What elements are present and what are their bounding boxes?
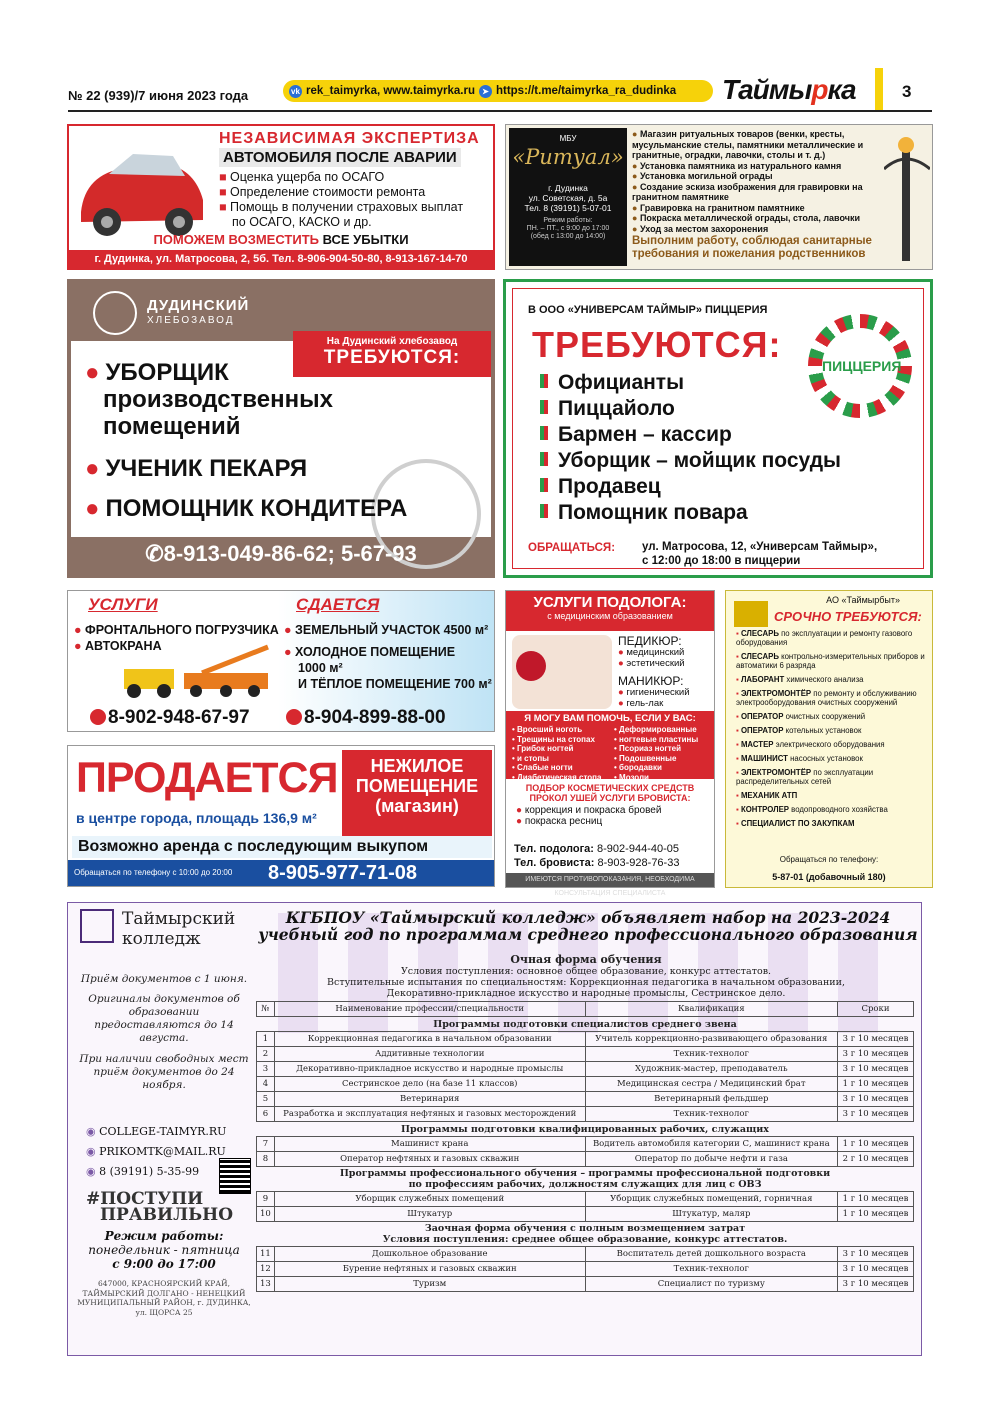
programs-table [256,1001,914,1292]
bakery-phone: ✆8-913-049-86-62; 5-67-93 [145,541,417,566]
list-item: ● Покраска металлической ограды, стола, лавочки [632,213,882,224]
job-item: Продавец [540,474,661,500]
bakery-brand: ДУДИНСКИЙ [147,297,250,314]
ad-taimyrbyt [725,590,933,888]
taimyrbyt-phone: 5-87-01 (добавочный 180) [772,872,886,882]
hashtag: #ПОСТУПИ ПРАВИЛЬНО [86,1189,234,1225]
expertise-help: ПОМОЖЕМ ВОЗМЕСТИТЬ ВСЕ УБЫТКИ [153,232,409,247]
group-row: Программы подготовки специалистов среднего звена [433,1018,737,1030]
pedicure-group: ПЕДИКЮР: ● медицинский ● эстетический [618,635,685,669]
list-item: ● Уход за местом захоронения [632,224,882,235]
rent-item: ● ХОЛОДНОЕ ПОМЕЩЕНИЕ [284,645,456,659]
sale-contact-bar: Обращаться по телефону с 10:00 до 20:00 8-905-977-71-08 [68,860,494,886]
table-row: 4 Сестринское дело (на базе 11 классов) Медицинская сестра / Медицинский брат 1 г 10 месяцев [257,1077,914,1092]
vacancy-item: ▪ СЛЕСАРЬ контрольно-измерительных приборов и автоматики 6 разряда [736,652,930,670]
rose-image [516,651,546,681]
college-logo-icon [80,909,114,943]
urgent-heading: СРОЧНО ТРЕБУЮТСЯ: [774,609,922,624]
sale-location: в центре города, площадь 136,9 м² [76,810,317,826]
ad-pizzeria [503,279,933,578]
admission-end: При наличии свободных мест приём документов до 24 ноября. [79,1053,249,1091]
table-row: 1 Коррекционная педагогика в начальном образовании Учитель коррекционно-развивающего образования 3 г 10 месяцев [257,1032,914,1047]
sale-phone: 8-905-977-71-08 [268,862,417,884]
ritual-services [632,129,882,234]
pizza-contact: ул. Матросова, 12, «Универсам Таймыр», с 12:00 до 18:00 в пиццерии [642,541,878,567]
job-item: Бармен – кассир [540,422,732,448]
list-item: ● Магазин ритуальных товаров (венки, кресты, мусульманские стелы, памятники металлические и гранитные, оградки, лавочки, столы и т. д.) [632,129,882,161]
job-item: Пиццайоло [540,396,675,422]
vacancy-item: ▪ ЭЛЕКТРОМОНТЁР по ремонту и обслуживанию электрооборудования очистных сооружений [736,689,930,707]
podolog-problems: Я МОГУ ВАМ ПОМОЧЬ, ЕСЛИ У ВАС: • Вросший ноготь • Трещины на стопах • Грибок ногтей • и стопы • Слабые ногти • Диабетическая стопа • Деформированные • ногтевые пластины • Псориаз ногтей • Подошвенные • бородавки • Мозоли [506,711,714,779]
rent-heading: СДАЕТСЯ [296,595,380,614]
expertise-list [219,170,463,230]
rent-item: ● ЗЕМЕЛЬНЫЙ УЧАСТОК 4500 м² [284,623,489,637]
loader-crane-image [122,643,272,699]
sale-title: ПРОДАЕТСЯ [76,754,338,802]
contraindication-warning: ИМЕЮТСЯ ПРОТИВОПОКАЗАНИЯ, НЕОБХОДИМА КОНСУЛЬТАЦИЯ СПЕЦИАЛИСТА [506,873,714,887]
vacancy-item: ▪ ОПЕРАТОР котельных установок [736,726,930,735]
vacancy-item: ▪ МЕХАНИК АТП [736,791,930,800]
phone-icon [90,709,106,725]
service-item: ● ФРОНТАЛЬНОГО ПОГРУЗЧИКА [74,623,279,637]
group-row: Программы профессионального обучения – программы профессиональной подготовки по профессиям рабочих, должностям служащих для лиц с ОВЗ [339,1168,831,1190]
telegram-icon: ➤ [479,85,492,98]
college-title: КГБПОУ «Таймырский колледж» объявляет набор на 2023-2024 учебный год по программам среднего профессионального образования [258,908,918,944]
sale-type-box: НЕЖИЛОЕ ПОМЕЩЕНИЕ (магазин) [342,750,492,836]
list-item: ● Установка памятника из натурального камня [632,161,882,172]
bakery-brand-sub: ХЛЕБОЗАВОД [147,315,235,326]
vk-icon: vk [289,85,302,98]
job-item: ● УБОРЩИК [85,359,229,386]
list-item: ● Гравировка на гранитном памятнике [632,203,882,214]
services-phone: 8-902-948-67-97 [90,707,250,729]
service-item: ● АВТОКРАНА [74,639,162,653]
job-item: ● УЧЕНИК ПЕКАРЯ [85,455,308,482]
college-site[interactable]: ◉ COLLEGE-TAIMYR.RU [86,1125,226,1138]
vacancy-item: ▪ ЛАБОРАНТ химического анализа [736,675,930,684]
manicure-group: МАНИКЮР: ● гигиенический ● гель-лак [618,675,690,709]
vacancy-item: ▪ ОПЕРАТОР очистных сооружений [736,712,930,721]
qr-code-icon [220,1159,250,1193]
bakery-required-box: На Дудинский хлебозавод ТРЕБУЮТСЯ: [293,331,491,377]
ad-bakery [67,279,495,578]
programs-section: Очная форма обучения Условия поступления: основное общее образование, конкурс аттестатов. Вступительные испытания по специальностям: Коррекционная педагогика в начальном образовании, Декоративно-прикладное искусство и народные промыслы, Сестринское дело. № Наименование профессии/специальности Квалификация Сроки Программы подготовки специалистов среднего звена 1 Коррекционная педагогика в начальном образовании Учитель коррекционно-развивающего образования 3 г 10 месяцев 2 Аддитивные технологии Техник-технолог 3 г 10 месяцев 3 Декоративно-прикладное искусство и народные промыслы Художник-мастер, преподаватель 3 г 10 месяцев 4 Сестринское дело (на базе 11 классов) Медицинская сестра / Медицинский брат 1 г 10 месяцев 5 Ветеринария Ветеринарный фельдшер 3 г 10 месяцев 6 Разработка и эксплуатация нефтяных и газовых месторождений Техник-технолог 3 г 10 месяцев Программы подготовки квалифицированных рабочих, служащих 7 Машинист крана Водитель автомобиля категории С, машинист крана 1 г 10 месяцев 8 Оператор нефтяных и газовых скважин Оператор по добыче нефти и газа 2 г 10 месяцев Программы профессионального обучения – программы профессиональной подготовки по профессиям рабочих, должностям служащих для лиц с ОВЗ 9 Уборщик служебных помещений Уборщик служебных помещений, горничная 1 г 10 месяцев 10 Штукатур Штукатур, маляр 1 г 10 месяцев Заочная форма обучения с полным возмещением затрат Условия поступления: среднее общее образование, конкурс аттестатов. 11 Дошкольное образование Воспитатель детей дошкольного возраста 3 г 10 месяцев 12 Бурение нефтяных и газовых скважин Техник-технолог 3 г 10 месяцев 13 Туризм Специалист по туризму 3 г 10 месяцев [256,953,916,1292]
table-row: 2 Аддитивные технологии Техник-технолог 3 г 10 месяцев [257,1047,914,1062]
job-item: ● ПОМОЩНИК КОНДИТЕРА [85,495,408,522]
ad-college [67,902,922,1356]
table-header-row: № Наименование профессии/специальности Квалификация Сроки [257,1002,914,1017]
table-row: 5 Ветеринария Ветеринарный фельдшер 3 г 10 месяцев [257,1092,914,1107]
pizza-title: ТРЕБУЮТСЯ: [532,324,782,365]
admission-start: Приём документов с 1 июня. [80,973,248,985]
ritual-cta: Выполним работу, соблюдая санитарные требования и пожелания родственников [632,235,872,260]
list-item: ■ Определение стоимости ремонта [219,185,463,200]
vacancy-item: ▪ СПЕЦИАЛИСТ ПО ЗАКУПКАМ [736,819,930,828]
pizzeria-logo-icon: ПИЦЦЕРИЯ [808,314,912,418]
ritual-logo-block: МБУ «Ритуал» г. Дудинка ул. Советская, д. 5а Тел. 8 (39191) 5-07-01 Режим работы: ПН. – ПТ., с 9:00 до 17:00 (обед с 13:00 до 14:00) [509,128,627,266]
ad-podologist [505,590,715,897]
header-links [283,80,713,102]
rent-item-cont: И ТЁПЛОЕ ПОМЕЩЕНИЕ 700 м² [298,677,492,691]
job-item: Уборщик – мойщик посуды [540,448,841,474]
vacancy-item: ▪ ЭЛЕКТРОМОНТЁР по эксплуатации распределительных сетей [736,768,930,786]
vacancy-item: ▪ СЛЕСАРЬ по эксплуатации и ремонту газового оборудования [736,629,930,647]
table-row: 9 Уборщик служебных помещений Уборщик служебных помещений, горничная 1 г 10 месяцев [257,1192,914,1207]
list-item: ● Создание эскиза изображения для гравировки на гранитном памятнике [632,182,882,203]
vacancy-list [736,629,930,833]
table-row: 8 Оператор нефтяных и газовых скважин Оператор по добыче нефти и газа 2 г 10 месяцев [257,1152,914,1167]
rent-phone: 8-904-899-88-00 [286,707,446,729]
brow-phone: Тел. бровиста: 8-903-928-76-33 [514,857,680,869]
fence-lamp-image [884,129,930,265]
group-row: Заочная форма обучения с полным возмещением затрат Условия поступления: среднее общее образование, конкурс аттестатов. [382,1223,788,1245]
table-row: 10 Штукатур Штукатур, маляр 1 г 10 месяцев [257,1207,914,1222]
podolog-header: УСЛУГИ ПОДОЛОГА: с медицинским образованием [506,591,714,631]
job-item-cont: помещений [103,413,241,440]
list-item-continued: по ОСАГО, КАСКО и др. [232,215,372,229]
contact-label: Обращаться по телефону: [779,855,879,864]
table-row: 6 Разработка и эксплуатация нефтяных и газовых месторождений Техник-технолог 3 г 10 месяцев [257,1107,914,1122]
job-item: Официанты [540,370,684,396]
college-logo-text: Таймырский колледж [122,909,236,949]
expertise-subtitle: АВТОМОБИЛЯ ПОСЛЕ АВАРИИ [219,148,461,167]
header-divider [68,110,932,112]
working-hours: Режим работы: понедельник - пятница с 9:00 до 17:00 [88,1229,240,1271]
pizza-contact-label: ОБРАЩАТЬСЯ: [528,542,616,554]
page-number: 3 [902,82,912,101]
college-address: 647000, КРАСНОЯРСКИЙ КРАЙ, ТАЙМЫРСКИЙ ДОЛГАНО - НЕНЕЦКИЙ МУНИЦИПАЛЬНЫЙ РАЙОН, г. ДУДИНКА, ул. ЩОРСА 25 [77,1279,251,1317]
podolog-phone: Тел. подолога: 8-902-944-40-05 [514,843,679,855]
table-row: 7 Машинист крана Водитель автомобиля категории С, машинист крана 1 г 10 месяцев [257,1137,914,1152]
ad-services-rent [67,590,495,732]
job-item: Помощник повара [540,500,748,526]
ad-expertise [67,124,495,270]
rent-item-cont: 1000 м² [298,661,343,675]
ritual-name: «Ритуал» [512,145,624,169]
brow-services: ● коррекция и покраска бровей ● покраска ресниц [516,805,661,827]
table-row: 12 Бурение нефтяных и газовых скважин Техник-технолог 3 г 10 месяцев [257,1262,914,1277]
expertise-contacts: г. Дудинка, ул. Матросова, 2, 5б. Тел. 8-906-904-50-80, 8-913-167-14-70 [69,250,493,268]
ad-for-sale [67,745,495,887]
newspaper-logo: Таймырка [722,74,856,105]
table-row: 13 Туризм Специалист по туризму 3 г 10 месяцев [257,1277,914,1292]
site-link[interactable]: rek_taimyrka, www.taimyrka.ru [306,85,475,97]
originals-deadline: Оригиналы документов об образовании предоставляются до 14 августа. [88,993,240,1044]
telegram-link[interactable]: https://t.me/taimyrka_ra_dudinka [495,85,677,97]
list-item: ● Установка могильной ограды [632,171,882,182]
college-email[interactable]: ◉ PRIKOMTK@MAIL.RU [86,1145,226,1158]
list-item: ■ Оценка ущерба по ОСАГО [219,170,463,185]
ad-ritual [505,124,933,270]
list-item: ■ Помощь в получении страховых выплат [219,200,463,215]
group-row: Программы подготовки квалифицированных рабочих, служащих [401,1123,769,1135]
expertise-title: НЕЗАВИСИМАЯ ЭКСПЕРТИЗА [219,130,480,147]
table-row: 3 Декоративно-прикладное искусство и народные промыслы Художник-мастер, преподаватель 3 г 10 месяцев [257,1062,914,1077]
cosmetics-heading: ПОДБОР КОСМЕТИЧЕСКИХ СРЕДСТВ ПРОКОЛ УШЕЙ УСЛУГИ БРОВИСТА: [525,783,695,803]
crashed-car-image [75,134,209,244]
vacancy-item: ▪ МАСТЕР электрического оборудования [736,740,930,749]
mill-icon [93,291,137,335]
table-row: 11 Дошкольное образование Воспитатель детей дошкольного возраста 3 г 10 месяцев [257,1247,914,1262]
sale-rent-option: Возможно аренда с последующим выкупом [72,836,492,858]
company-name: АО «Таймырбыт» [826,595,900,605]
services-heading: УСЛУГИ [88,595,158,614]
vacancy-item: ▪ КОНТРОЛЕР водопроводного хозяйства [736,805,930,814]
issue-number: № 22 (939)/7 июня 2023 года [68,88,249,103]
college-phone: ◉ 8 (39191) 5-35-99 [86,1165,199,1178]
pizza-intro: В ООО «УНИВЕРСАМ ТАЙМЫР» ПИЦЦЕРИЯ [528,304,768,316]
page-bar [875,68,883,112]
job-item-cont: производственных [103,386,333,413]
phone-icon [286,709,302,725]
vacancy-item: ▪ МАШИНИСТ насосных установок [736,754,930,763]
fulltime-heading: Очная форма обучения [510,953,662,966]
